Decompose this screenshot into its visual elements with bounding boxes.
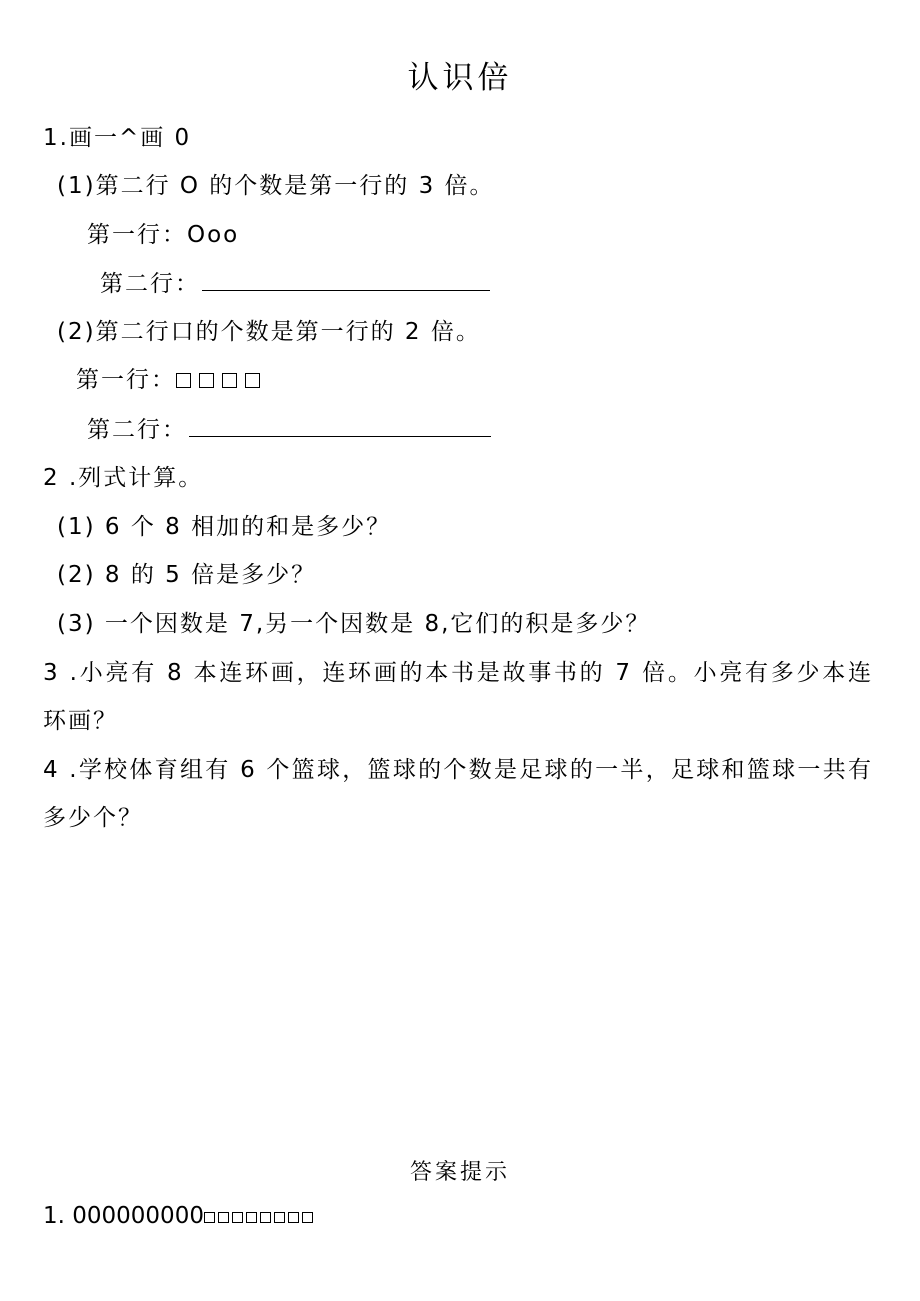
q1-part1-row1 xyxy=(87,220,239,250)
row1-circles: Ooo xyxy=(187,222,240,248)
q1-part1-row2 xyxy=(100,268,490,299)
answers-title: 答案提示 xyxy=(409,1160,510,1185)
answer-box xyxy=(246,1212,257,1223)
answer-box xyxy=(302,1212,313,1223)
q2-item-2: (2) 8 的 5 倍是多少？ xyxy=(57,562,317,588)
answer-boxes xyxy=(204,1203,316,1229)
q2-item-1: (1) 6 个 8 相加的和是多少？ xyxy=(57,514,392,540)
square-row xyxy=(176,367,268,393)
q1-part2-row2 xyxy=(87,414,491,445)
square-shape xyxy=(222,373,237,388)
square-shape xyxy=(245,373,260,388)
answer-line-1 xyxy=(43,1201,316,1231)
q1-part2-row1 xyxy=(76,365,268,395)
answer-box xyxy=(260,1212,271,1223)
answer-blank[interactable] xyxy=(202,268,490,291)
q1-part1-prompt: (1)第二行 O 的个数是第一行的 3 倍。 xyxy=(57,173,495,199)
answer-box xyxy=(288,1212,299,1223)
row1-label: 第一行： xyxy=(87,222,187,248)
answer-box xyxy=(204,1212,215,1223)
answer-box xyxy=(232,1212,243,1223)
q4-text: 4 .学校体育组有 6 个篮球，篮球的个数是足球的一半，足球和篮球一共有多少个？ xyxy=(43,757,873,831)
answer-box xyxy=(274,1212,285,1223)
q1-heading: 1.画一^画 0 xyxy=(43,125,192,151)
answer-line-1-prefix: 1. 000000000 xyxy=(43,1203,204,1229)
square-shape xyxy=(199,373,214,388)
q2-heading: 2 .列式计算。 xyxy=(43,465,204,491)
answer-blank[interactable] xyxy=(189,414,491,437)
row1-label: 第一行： xyxy=(76,367,176,393)
answer-box xyxy=(218,1212,229,1223)
row2-label: 第二行： xyxy=(100,271,200,297)
page-title: 认识倍 xyxy=(407,60,513,96)
q2-item-3: (3) 一个因数是 7,另一个因数是 8,它们的积是多少？ xyxy=(57,611,651,637)
q1-part2-prompt: (2)第二行口的个数是第一行的 2 倍。 xyxy=(57,319,481,345)
row2-label: 第二行： xyxy=(87,417,187,443)
square-shape xyxy=(176,373,191,388)
q3-text: 3 .小亮有 8 本连环画，连环画的本书是故事书的 7 倍。小亮有多少本连环画？ xyxy=(43,660,873,734)
